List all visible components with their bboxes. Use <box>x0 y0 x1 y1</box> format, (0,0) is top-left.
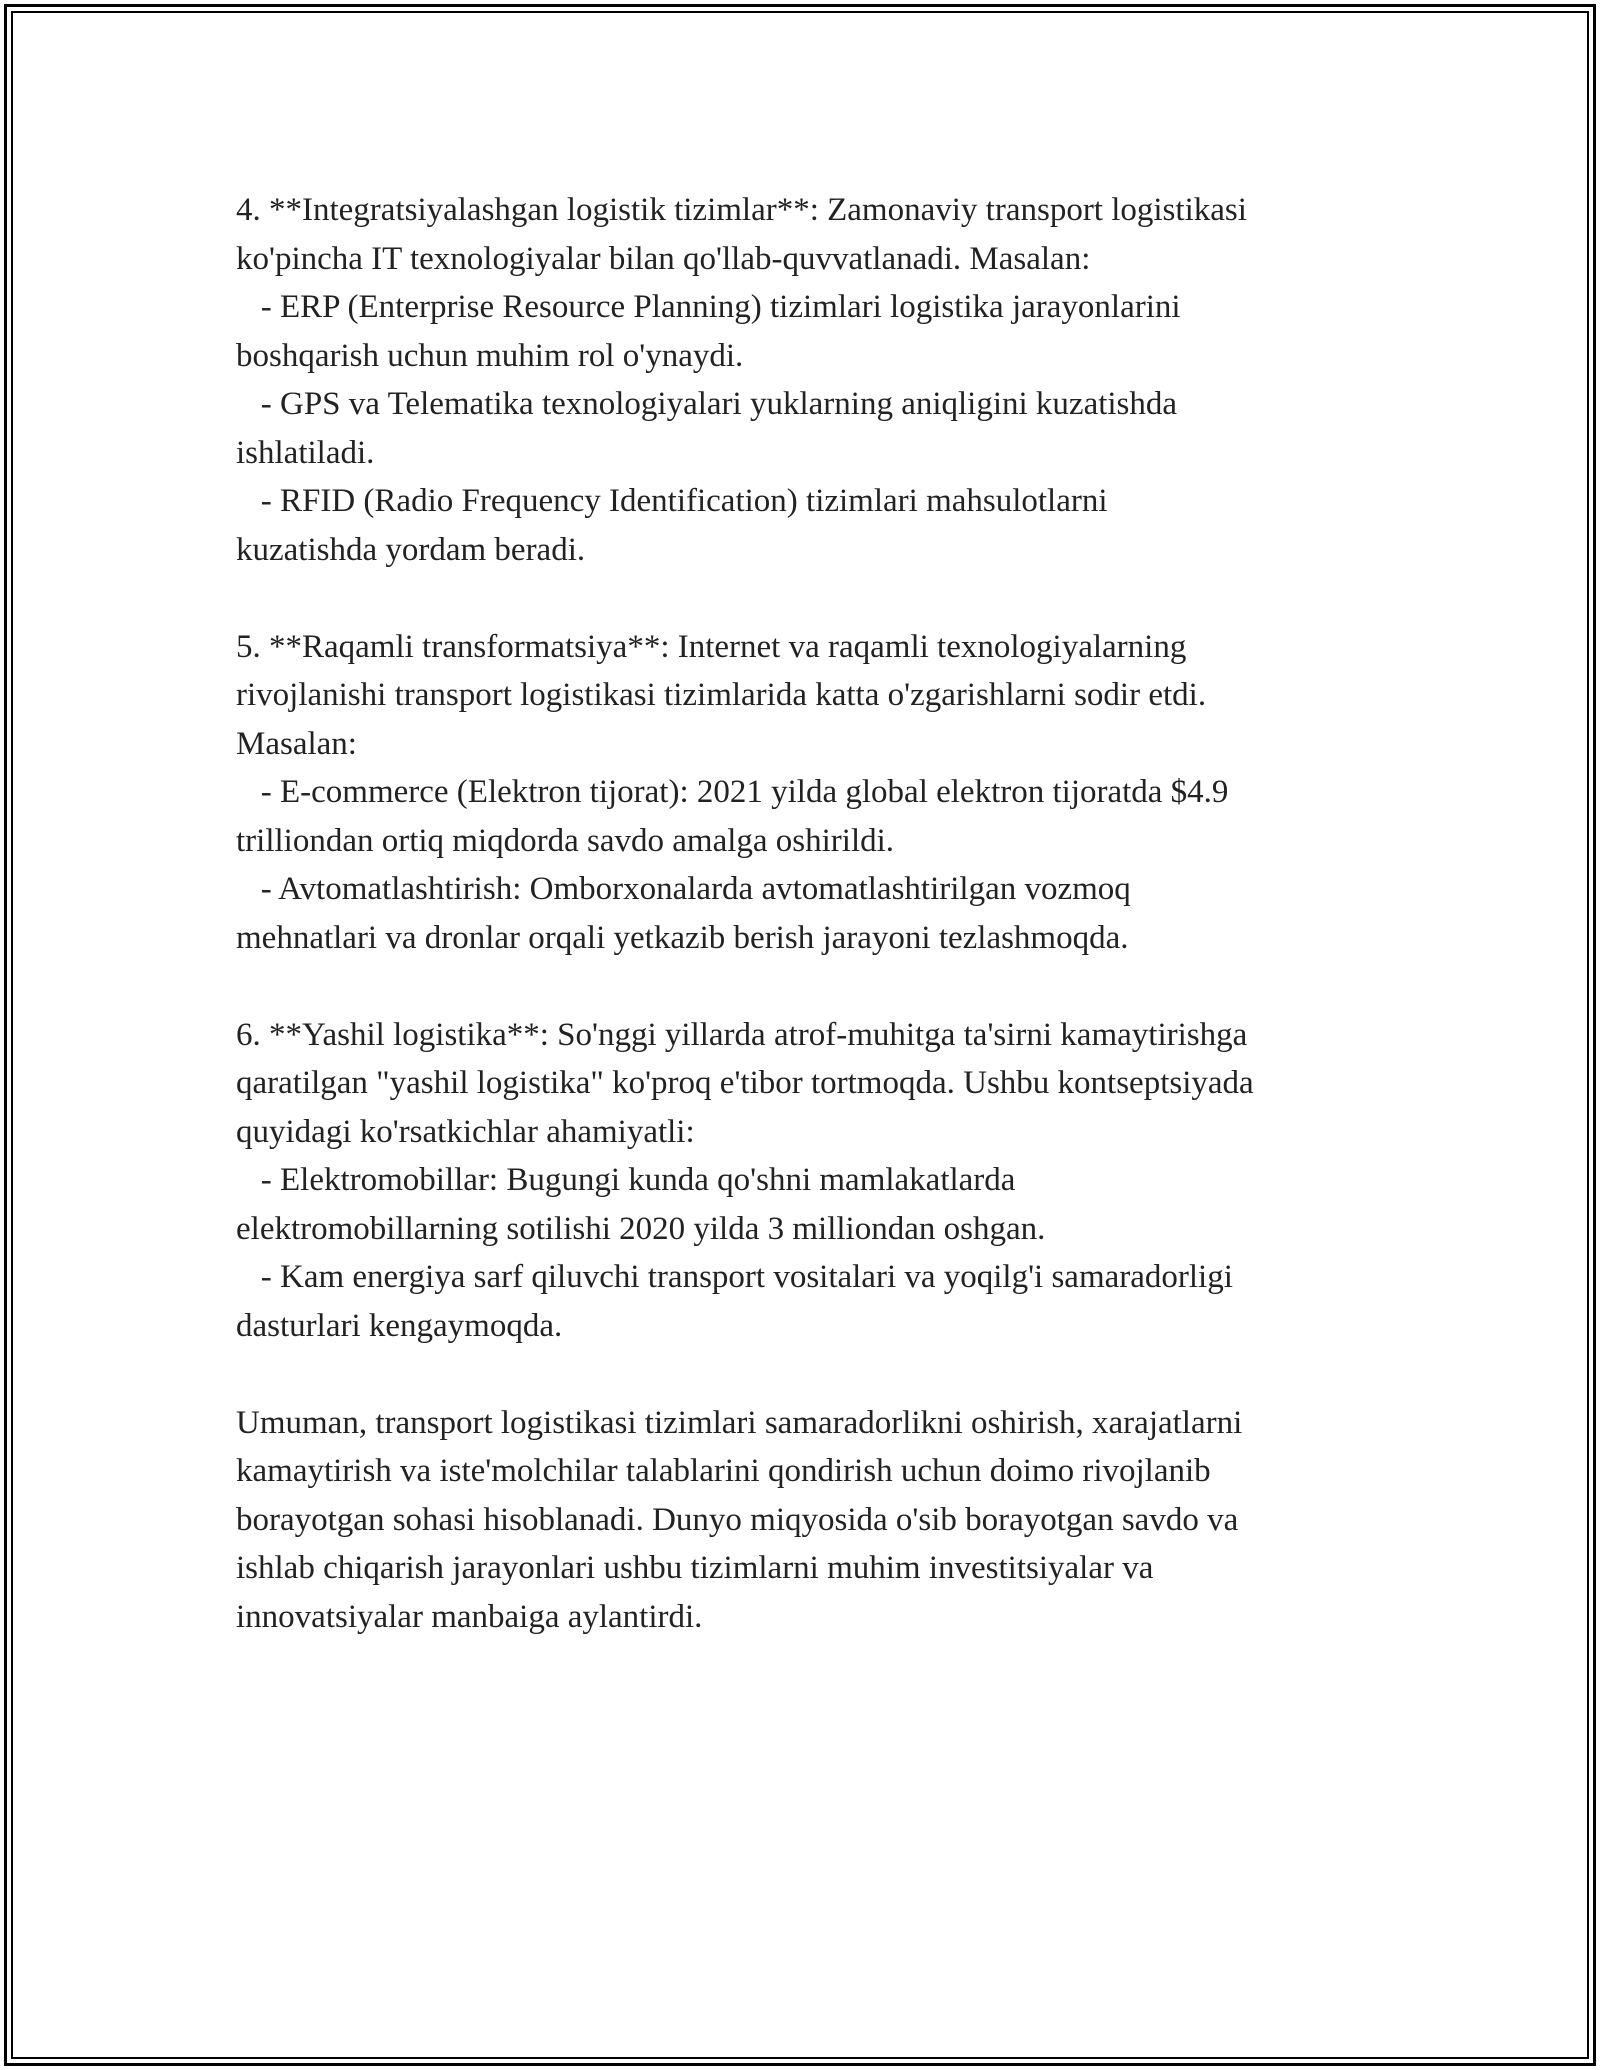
text-line: 6. **Yashil logistika**: So'nggi yillarda atrof-muhitga ta'sirni kamaytirishga <box>236 1016 1248 1053</box>
text-line: kamaytirish va iste'molchilar talablarini qondirish uchun doimo rivojlanib <box>236 1453 1211 1489</box>
text-line: trilliondan ortiq miqdorda savdo amalga oshirildi. <box>236 822 895 859</box>
paragraph-gap <box>236 574 1386 623</box>
text-line: rivojlanishi transport logistikasi tizimlarida katta o'zgarishlarni sodir etdi. <box>236 677 1207 713</box>
text-line: kuzatishda yordam beradi. <box>236 531 586 568</box>
text-line: dasturlari kengaymoqda. <box>236 1307 563 1344</box>
text-line: mehnatlari va dronlar orqali yetkazib berish jarayoni tezlashmoqda. <box>236 919 1129 956</box>
text-line: innovatsiyalar manbaiga aylantirdi. <box>236 1598 703 1635</box>
text-line: - Avtomatlashtirish: Omborxonalarda avtomatlashtirilgan vozmoq <box>236 871 1131 907</box>
text-line: qaratilgan "yashil logistika" ko'proq e'tibor tortmoqda. Ushbu kontseptsiyada <box>236 1065 1254 1101</box>
text-line: borayotgan sohasi hisoblanadi. Dunyo miqyosida o'sib borayotgan savdo va <box>236 1501 1239 1538</box>
document-body <box>236 186 1386 1641</box>
text-line: elektromobillarning sotilishi 2020 yilda 3 milliondan oshgan. <box>236 1210 1046 1247</box>
text-line: - ERP (Enterprise Resource Planning) tizimlari logistika jarayonlarini <box>236 289 1181 325</box>
text-line: quyidagi ko'rsatkichlar ahamiyatli: <box>236 1113 695 1150</box>
paragraph-gap <box>236 1350 1386 1399</box>
text-line: - Kam energiya sarf qiluvchi transport vositalari va yoqilg'i samaradorligi <box>236 1259 1233 1295</box>
text-line: 4. **Integratsiyalashgan logistik tizimlar**: Zamonaviy transport logistikasi <box>236 192 1247 228</box>
text-line: 5. **Raqamli transformatsiya**: Internet va raqamli texnologiyalarning <box>236 628 1187 665</box>
text-line: - E-commerce (Elektron tijorat): 2021 yilda global elektron tijoratda $4.9 <box>236 774 1229 810</box>
text-line: boshqarish uchun muhim rol o'ynaydi. <box>236 337 744 374</box>
text-line: - GPS va Telematika texnologiyalari yuklarning aniqligini kuzatishda <box>236 386 1178 422</box>
text-line: - Elektromobillar: Bugungi kunda qo'shni mamlakatlarda <box>236 1162 1016 1198</box>
text-line: ishlatiladi. <box>236 434 375 471</box>
paragraph-conclusion <box>236 1399 1386 1642</box>
text-line: ko'pincha IT texnologiyalar bilan qo'llab-quvvatlanadi. Masalan: <box>236 240 1091 277</box>
paragraph-integrated-logistics <box>236 186 1386 574</box>
paragraph-green-logistics <box>236 1011 1386 1351</box>
text-line: - RFID (Radio Frequency Identification) tizimlari mahsulotlarni <box>236 483 1108 519</box>
paragraph-digital-transformation <box>236 623 1386 963</box>
paragraph-gap <box>236 962 1386 1011</box>
text-line: Umuman, transport logistikasi tizimlari samaradorlikni oshirish, xarajatlarni <box>236 1404 1243 1441</box>
text-line: Masalan: <box>236 725 357 762</box>
text-line: ishlab chiqarish jarayonlari ushbu tizimlarni muhim investitsiyalar va <box>236 1550 1154 1586</box>
